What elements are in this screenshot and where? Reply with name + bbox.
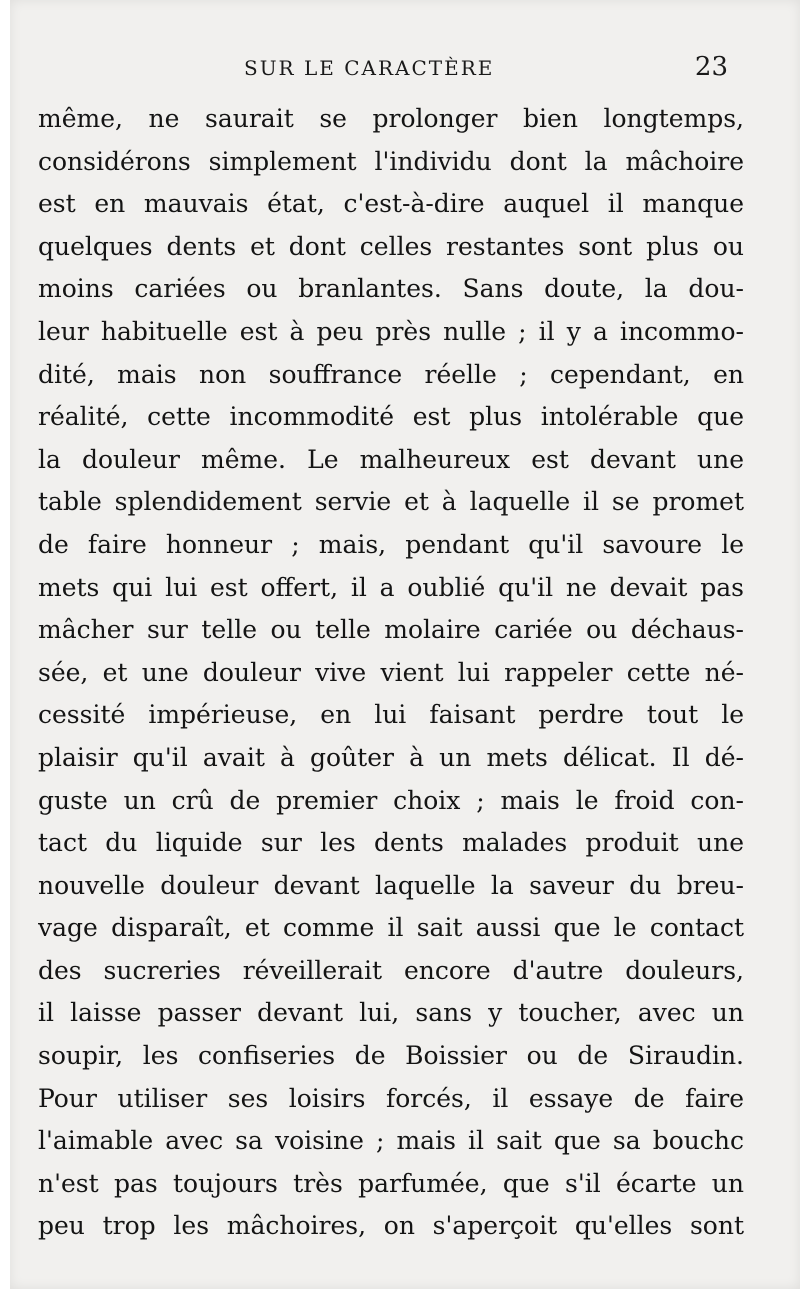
text-line: est en mauvais état, c'est-à-dire auquel il manque: [38, 189, 744, 219]
text-line: quelques dents et dont celles restantes sont plus ou: [38, 231, 744, 261]
text-line: table splendidement servie et à laquelle il se promet: [38, 487, 744, 517]
page-number: 23: [694, 52, 728, 82]
body-text: [38, 98, 744, 1248]
text-line: sée, et une douleur vive vient lui rappeler cette né-: [38, 657, 744, 687]
text-line: dité, mais non souffrance réelle ; cependant, en: [38, 359, 744, 389]
text-line: l'aimable avec sa voisine ; mais il sait que sa bouchc: [38, 1126, 744, 1156]
text-line: de faire honneur ; mais, pendant qu'il savoure le: [38, 529, 744, 559]
text-line: la douleur même. Le malheureux est devant une: [38, 444, 744, 474]
page-header: [10, 52, 800, 86]
text-line: Pour utiliser ses loisirs forcés, il essaye de faire: [38, 1083, 744, 1113]
text-line: n'est pas toujours très parfumée, que s'il écarte un: [38, 1168, 744, 1198]
text-line: réalité, cette incommodité est plus intolérable que: [38, 402, 744, 432]
text-line: considérons simplement l'individu dont la mâchoire: [38, 146, 744, 176]
text-line: nouvelle douleur devant laquelle la saveur du breu-: [38, 870, 744, 900]
text-line: plaisir qu'il avait à goûter à un mets délicat. Il dé-: [38, 742, 744, 772]
text-line: peu trop les mâchoires, on s'aperçoit qu'elles sont: [38, 1211, 744, 1241]
text-line: soupir, les confiseries de Boissier ou de Siraudin.: [38, 1041, 744, 1071]
text-line: même, ne saurait se prolonger bien longtemps,: [38, 104, 744, 133]
text-line: il laisse passer devant lui, sans y toucher, avec un: [38, 998, 744, 1028]
text-line: des sucreries réveillerait encore d'autre douleurs,: [38, 955, 744, 985]
text-line: mâcher sur telle ou telle molaire cariée ou déchaus-: [38, 615, 744, 645]
text-line: vage disparaît, et comme il sait aussi que le contact: [38, 913, 744, 943]
text-line: guste un crû de premier choix ; mais le froid con-: [38, 785, 744, 815]
running-head: SUR LE CARACTÈRE: [244, 56, 495, 80]
text-line: mets qui lui est offert, il a oublié qu'il ne devait pas: [38, 572, 744, 602]
text-line: tact du liquide sur les dents malades produit une: [38, 828, 744, 858]
text-line: leur habituelle est à peu près nulle ; il y a incommo-: [38, 316, 744, 346]
text-line: cessité impérieuse, en lui faisant perdre tout le: [38, 700, 744, 730]
book-page: [10, 0, 800, 1289]
text-line: moins cariées ou branlantes. Sans doute, la dou-: [38, 274, 744, 304]
